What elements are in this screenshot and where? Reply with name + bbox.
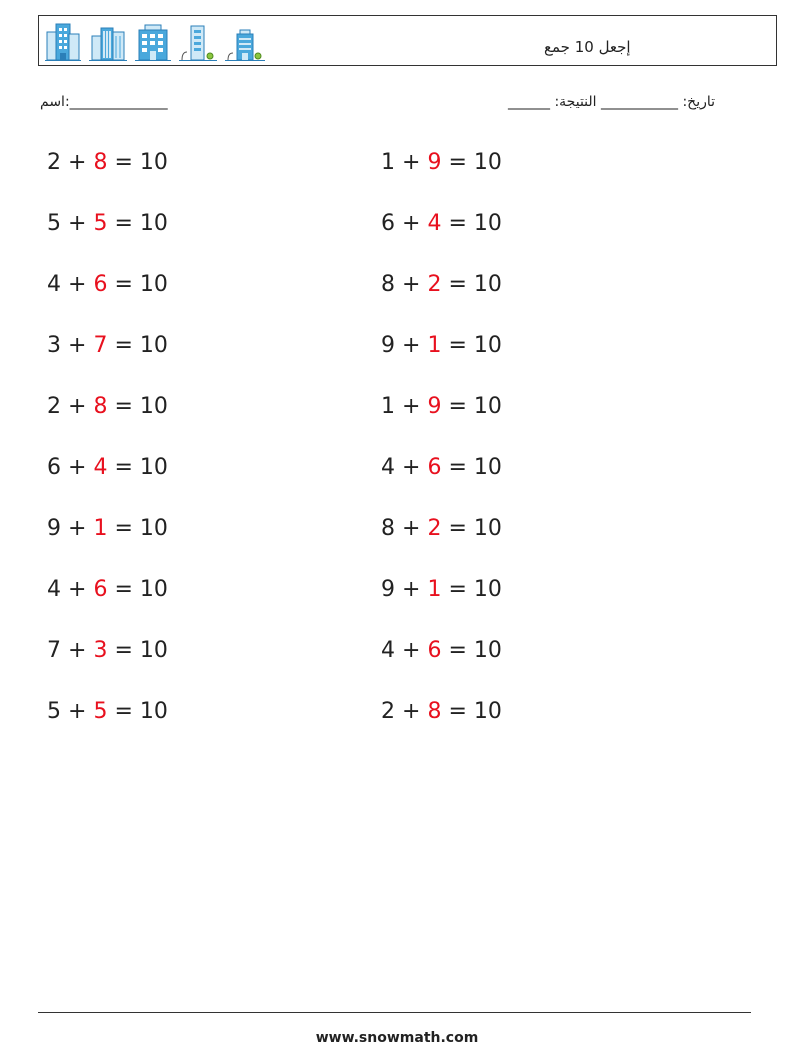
addend-a: 5	[47, 211, 61, 236]
header-icons	[45, 22, 265, 62]
problem-right-5	[381, 396, 502, 418]
apartment-building-icon	[135, 22, 171, 62]
plus-sign: +	[402, 272, 421, 297]
addend-a: 8	[381, 516, 395, 541]
problem-right-2	[381, 213, 502, 235]
addend-a: 4	[47, 272, 61, 297]
sum-value: 10	[139, 394, 168, 419]
addend-a: 2	[381, 699, 395, 724]
plus-sign: +	[402, 394, 421, 419]
sum-value: 10	[473, 211, 502, 236]
sum-value: 10	[473, 455, 502, 480]
equals-sign: =	[448, 577, 467, 602]
addend-a: 1	[381, 394, 395, 419]
equals-sign: =	[114, 211, 133, 236]
problem-left-9	[47, 640, 168, 662]
plus-sign: +	[68, 333, 87, 358]
addend-a: 3	[47, 333, 61, 358]
answer-addend: 1	[427, 333, 442, 358]
skyscraper-icon	[89, 22, 127, 62]
equals-sign: =	[114, 699, 133, 724]
sum-value: 10	[139, 272, 168, 297]
addend-a: 6	[47, 455, 61, 480]
sum-value: 10	[139, 577, 168, 602]
problem-left-3	[47, 274, 168, 296]
footer-website: www.snowmath.com	[315, 1030, 479, 1046]
equals-sign: =	[114, 577, 133, 602]
sum-value: 10	[139, 211, 168, 236]
sum-value: 10	[473, 577, 502, 602]
small-building-icon	[225, 22, 265, 62]
plus-sign: +	[68, 394, 87, 419]
answer-addend: 2	[427, 272, 442, 297]
office-building-icon	[45, 22, 81, 62]
addend-a: 9	[381, 577, 395, 602]
plus-sign: +	[68, 699, 87, 724]
problem-left-1	[47, 152, 168, 174]
equals-sign: =	[114, 150, 133, 175]
equals-sign: =	[114, 272, 133, 297]
problem-right-1	[381, 152, 502, 174]
equals-sign: =	[448, 455, 467, 480]
sum-value: 10	[139, 150, 168, 175]
problem-right-4	[381, 335, 502, 357]
equals-sign: =	[448, 394, 467, 419]
answer-addend: 2	[427, 516, 442, 541]
sum-value: 10	[139, 638, 168, 663]
problem-right-8	[381, 579, 502, 601]
answer-addend: 9	[427, 394, 442, 419]
answer-addend: 6	[427, 638, 442, 663]
addend-a: 5	[47, 699, 61, 724]
problem-left-7	[47, 518, 168, 540]
equals-sign: =	[448, 272, 467, 297]
sum-value: 10	[139, 455, 168, 480]
sum-value: 10	[473, 638, 502, 663]
answer-addend: 7	[93, 333, 108, 358]
answer-addend: 4	[93, 455, 108, 480]
answer-addend: 5	[93, 699, 108, 724]
sum-value: 10	[473, 272, 502, 297]
problem-right-10	[381, 701, 502, 723]
addend-a: 7	[47, 638, 61, 663]
plus-sign: +	[402, 516, 421, 541]
plus-sign: +	[402, 150, 421, 175]
sum-value: 10	[473, 333, 502, 358]
equals-sign: =	[114, 638, 133, 663]
addend-a: 8	[381, 272, 395, 297]
sum-value: 10	[139, 333, 168, 358]
answer-addend: 3	[93, 638, 108, 663]
addend-a: 6	[381, 211, 395, 236]
sum-value: 10	[473, 516, 502, 541]
addend-a: 2	[47, 394, 61, 419]
plus-sign: +	[68, 516, 87, 541]
addend-a: 4	[47, 577, 61, 602]
equals-sign: =	[448, 211, 467, 236]
sum-value: 10	[139, 516, 168, 541]
plus-sign: +	[402, 211, 421, 236]
problem-left-6	[47, 457, 168, 479]
problem-left-5	[47, 396, 168, 418]
problem-left-10	[47, 701, 168, 723]
addend-a: 4	[381, 638, 395, 663]
answer-addend: 4	[427, 211, 442, 236]
problem-right-3	[381, 274, 502, 296]
problem-left-2	[47, 213, 168, 235]
answer-addend: 9	[427, 150, 442, 175]
equals-sign: =	[448, 150, 467, 175]
answer-addend: 8	[427, 699, 442, 724]
answer-addend: 6	[427, 455, 442, 480]
answer-addend: 1	[93, 516, 108, 541]
addend-a: 4	[381, 455, 395, 480]
answer-addend: 5	[93, 211, 108, 236]
sum-value: 10	[473, 394, 502, 419]
equals-sign: =	[448, 699, 467, 724]
problem-right-6	[381, 457, 502, 479]
addend-a: 9	[47, 516, 61, 541]
date-score-field-label: ______ :تاريخ: ___________ النتيجة	[508, 94, 716, 110]
answer-addend: 1	[427, 577, 442, 602]
problem-left-8	[47, 579, 168, 601]
problem-left-4	[47, 335, 168, 357]
plus-sign: +	[68, 272, 87, 297]
problem-right-7	[381, 518, 502, 540]
addend-a: 2	[47, 150, 61, 175]
addend-a: 9	[381, 333, 395, 358]
sum-value: 10	[473, 699, 502, 724]
worksheet-title: إجعل 10 جمع	[544, 38, 631, 56]
answer-addend: 6	[93, 577, 108, 602]
footer-divider	[38, 1012, 751, 1013]
plus-sign: +	[68, 577, 87, 602]
plus-sign: +	[402, 638, 421, 663]
answer-addend: 8	[93, 394, 108, 419]
name-field-label: اسم:______________	[40, 94, 168, 110]
plus-sign: +	[68, 638, 87, 663]
plus-sign: +	[402, 333, 421, 358]
plus-sign: +	[68, 150, 87, 175]
worksheet-header	[38, 15, 777, 66]
plus-sign: +	[402, 699, 421, 724]
equals-sign: =	[448, 638, 467, 663]
equals-sign: =	[114, 455, 133, 480]
answer-addend: 6	[93, 272, 108, 297]
plus-sign: +	[402, 455, 421, 480]
equals-sign: =	[448, 516, 467, 541]
equals-sign: =	[114, 333, 133, 358]
plus-sign: +	[402, 577, 421, 602]
equals-sign: =	[448, 333, 467, 358]
tower-building-icon	[179, 22, 217, 62]
plus-sign: +	[68, 211, 87, 236]
answer-addend: 8	[93, 150, 108, 175]
sum-value: 10	[139, 699, 168, 724]
addend-a: 1	[381, 150, 395, 175]
plus-sign: +	[68, 455, 87, 480]
equals-sign: =	[114, 394, 133, 419]
problem-right-9	[381, 640, 502, 662]
equals-sign: =	[114, 516, 133, 541]
sum-value: 10	[473, 150, 502, 175]
